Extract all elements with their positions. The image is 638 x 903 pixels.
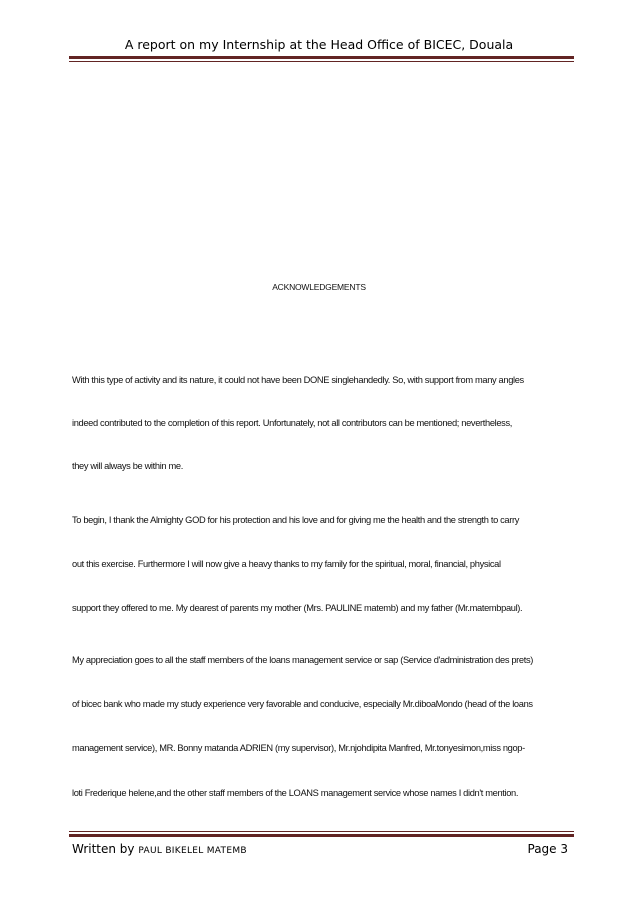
written-by-label: Written by [72, 842, 135, 856]
body-line: management service), MR. Bonny matanda ADRIEN (my supervisor), Mr.njohdipita Manfred, Mr.tonyesimon,miss ngop- [72, 743, 525, 753]
body-line: of bicec bank who made my study experience very favorable and conducive, especially Mr.diboaMondo (head of the loans [72, 699, 533, 709]
body-line: My appreciation goes to all the staff members of the loans management service or sap (Service d'administration des prets) [72, 655, 534, 665]
page-number: Page 3 [527, 842, 568, 856]
body-line: indeed contributed to the completion of this report. Unfortunately, not all contributors can be mentioned; nevertheless, [72, 418, 513, 428]
header-title: A report on my Internship at the Head Office of BICEC, Douala [124, 37, 514, 52]
footer-rule-thin [69, 831, 574, 832]
body-line: loti Frederique helene,and the other staff members of the LOANS management service whose names I didn't mention. [72, 788, 519, 798]
body-line: out this exercise. Furthermore I will now give a heavy thanks to my family for the spiritual, moral, financial, physical [72, 559, 501, 569]
body-line: To begin, I thank the Almighty GOD for his protection and his love and for giving me the health and the strength to carry [72, 515, 520, 525]
header-rule-thick [69, 56, 574, 59]
body-line: they will always be within me. [72, 461, 183, 471]
section-heading: ACKNOWLEDGEMENTS [272, 282, 366, 292]
body-line: With this type of activity and its nature, it could not have been DONE singlehandedly. So, with support from many angles [72, 375, 524, 385]
footer-author [72, 842, 247, 856]
author-name: PAUL BIKELEL MATEMB [138, 846, 247, 856]
header-rule-thin [69, 61, 574, 62]
footer-rule-thick [69, 834, 574, 837]
body-line: support they offered to me. My dearest of parents my mother (Mrs. PAULINE matemb) and my father (Mr.matembpaul). [72, 603, 523, 613]
